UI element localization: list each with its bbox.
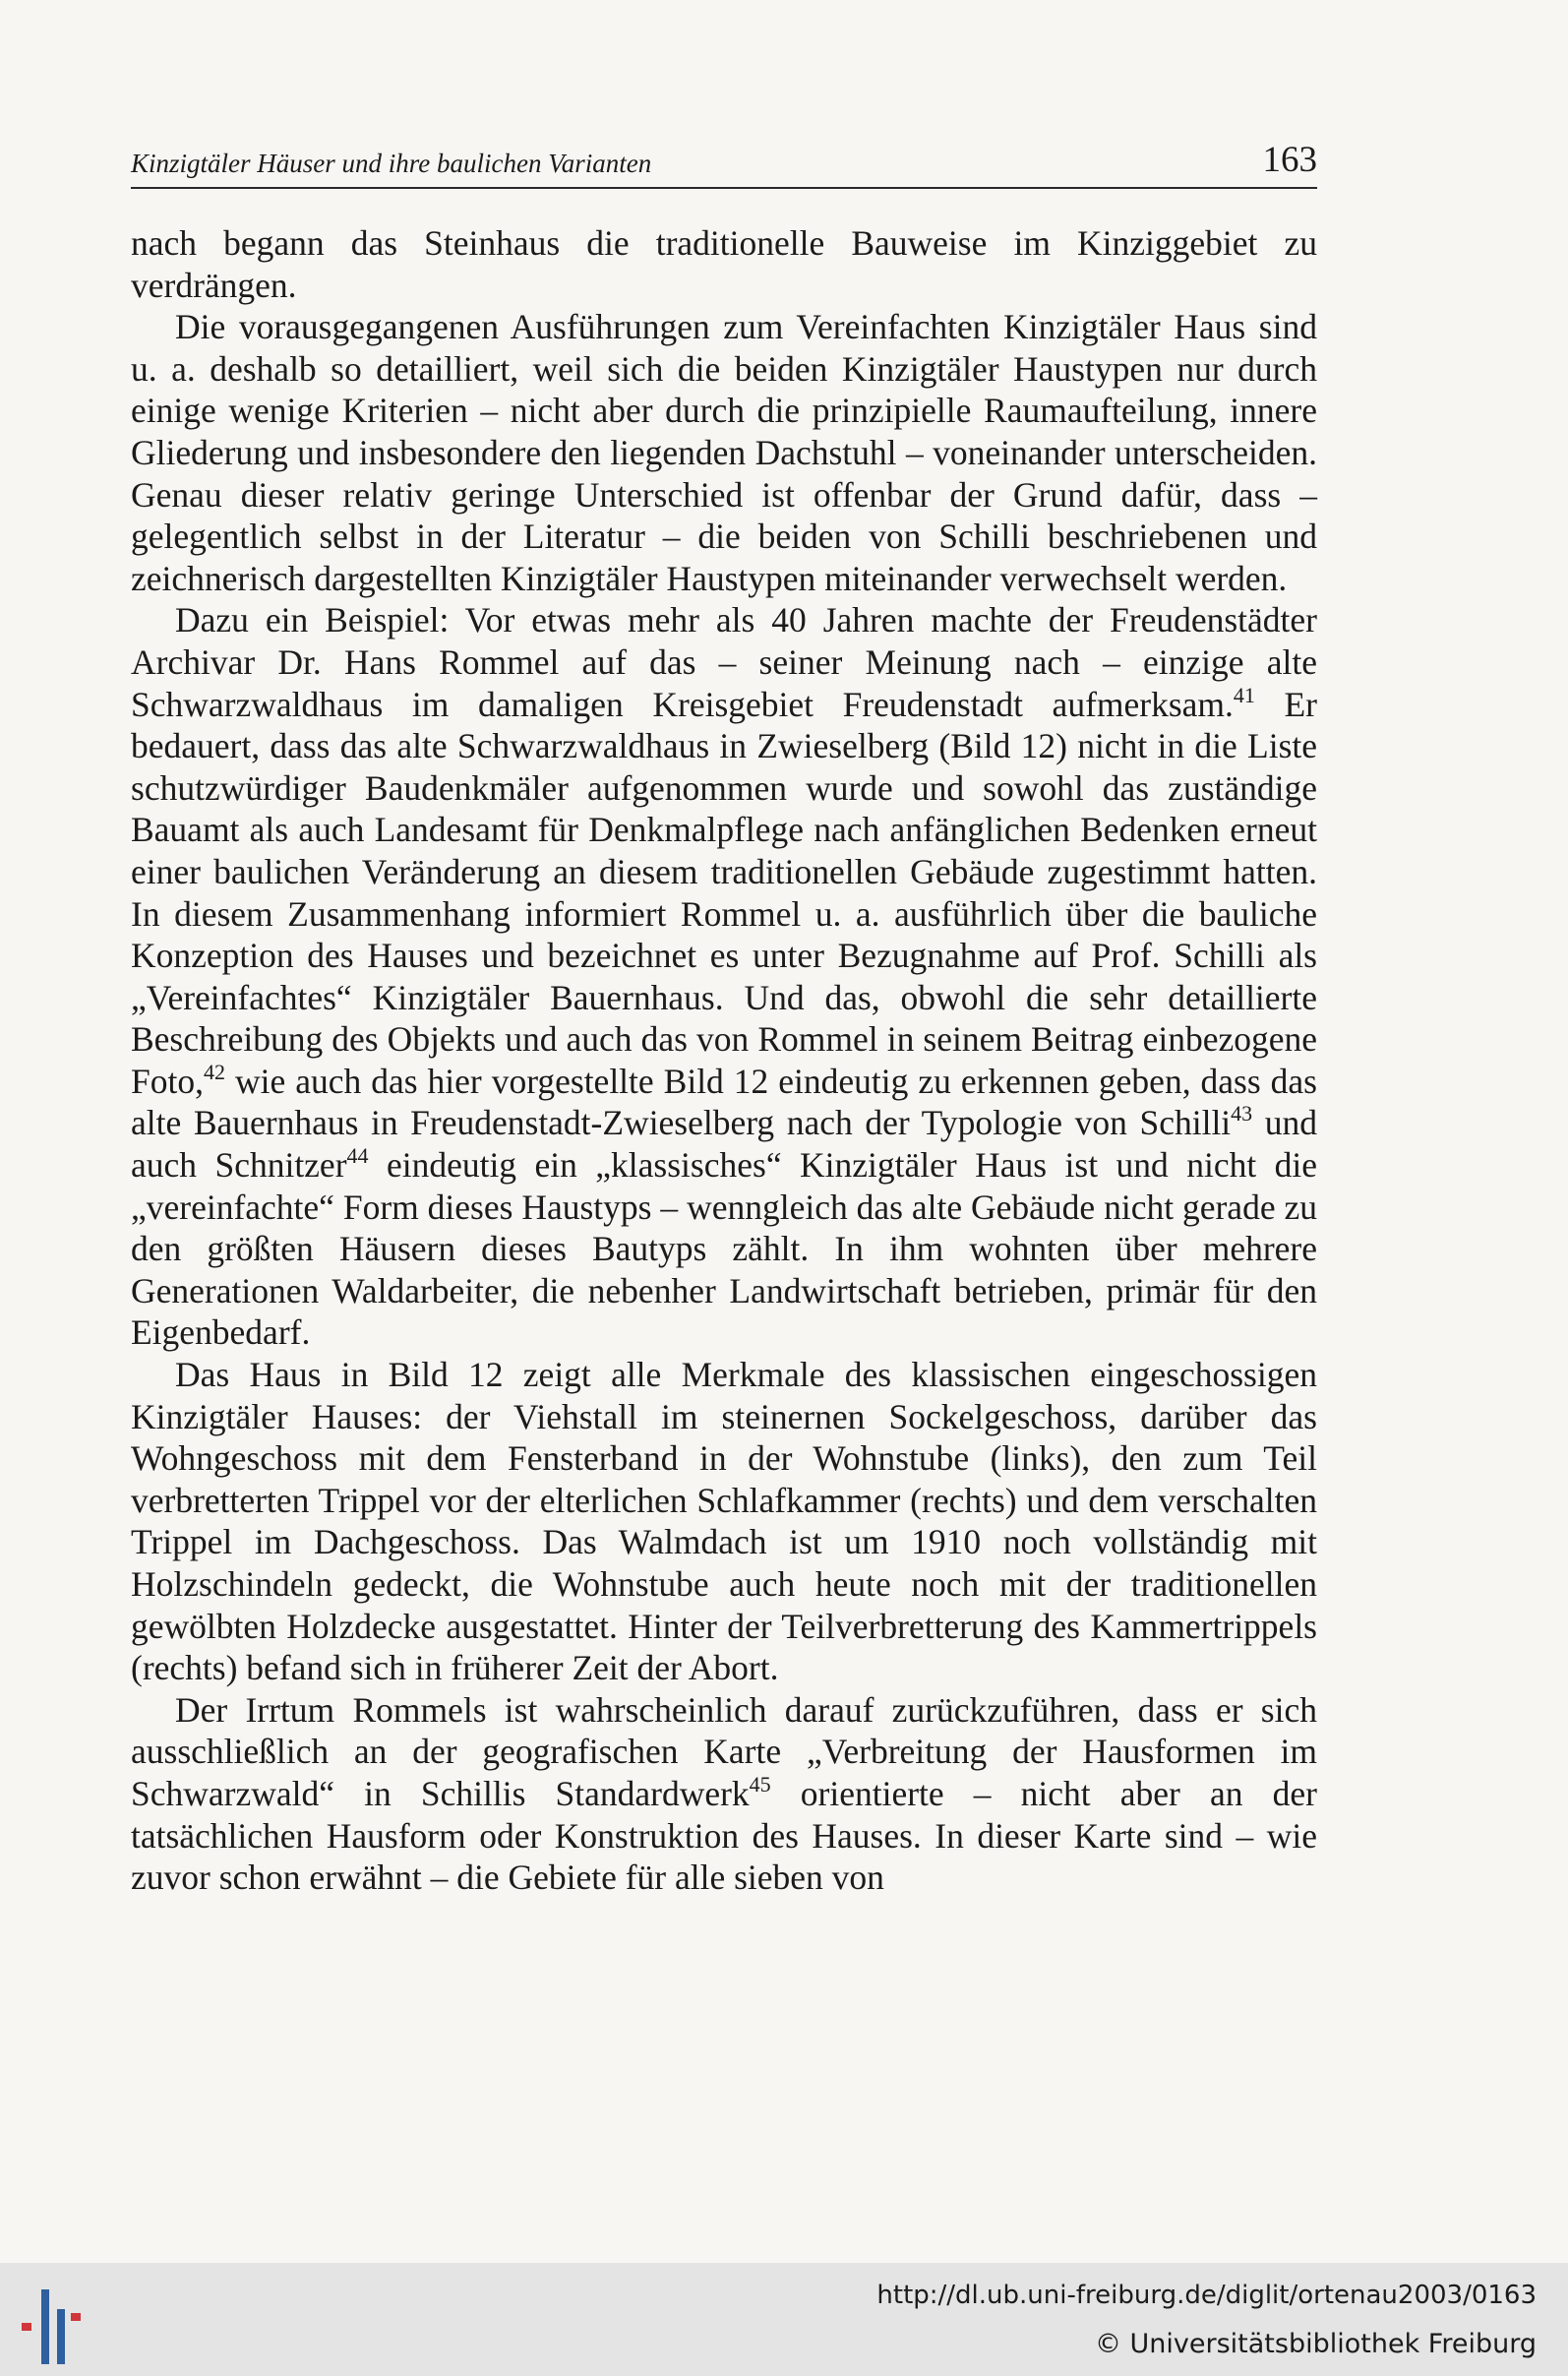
paragraph: nach begann das Steinhaus die traditionelle Bauweise im Kinziggebiet zu verdrängen. [131, 223, 1317, 305]
permalink-url[interactable]: http://dl.ub.uni-freiburg.de/diglit/ortenau2003/0163 [876, 2281, 1537, 2310]
text-run: orientierte – nicht aber an der tatsächlichen Hausform oder Konstruktion des Hauses. In dieser Karte sind – wie zuvor schon erwähnt – die Gebiete für alle sieben von [131, 1773, 1317, 1898]
page-header [131, 136, 1317, 189]
footnote-ref-45: 45 [749, 1771, 771, 1797]
paragraph [131, 599, 1317, 1354]
ub-freiburg-logo-icon [20, 2287, 98, 2366]
footnote-ref-43: 43 [1231, 1101, 1253, 1127]
paragraph [131, 1689, 1317, 1899]
text-run: eindeutig ein „klassisches“ Kinzigtäler Haus ist und nicht die „vereinfachte“ Form dieses Haustyps – wenngleich das alte Gebäude nicht gerade zu den größten Häusern dieses Bautyps zählt. In ihm wohnten über mehrere Generationen Waldarbeiter, die nebenher Landwirtschaft betrieben, primär für den Eigenbedarf. [131, 1145, 1317, 1353]
text-run: Dazu ein Beispiel: Vor etwas mehr als 40 Jahren machte der Freudenstädter Archivar Dr. Hans Rommel auf das – seiner Meinung nach – einzige alte Schwarzwaldhaus im damaligen Kreisgebiet Freudenstadt aufmerksam. [131, 600, 1317, 724]
page-number: 163 [1262, 140, 1317, 180]
paragraph: Das Haus in Bild 12 zeigt alle Merkmale des klassischen eingeschossigen Kinzigtäler Hauses: der Viehstall im steinernen Sockelgeschoss, darüber das Wohngeschoss mit dem Fensterband in der Wohnstube (links), den zum Teil verbretterten Trippel vor der elterlichen Schlafkammer (rechts) und dem verschalten Trippel im Dachgeschoss. Das Walmdach ist um 1910 noch vollständig mit Holzschindeln gedeckt, die Wohnstube auch heute noch mit der traditionellen gewölbten Holzdecke ausgestattet. Hinter der Teilverbretterung des Kammertrippels (rechts) befand sich in früherer Zeit der Abort. [131, 1355, 1317, 1688]
text-run: Er bedauert, dass das alte Schwarzwaldhaus in Zwieselberg (Bild 12) nicht in die Liste schutzwürdiger Baudenkmäler aufgenommen wurde und sowohl das zuständige Bauamt als auch Landesamt für Denkmalpflege nach anfänglichen Bedenken erneut einer baulichen Veränderung an diesem traditionellen Gebäude zugestimmt hatten. In diesem Zusammenhang informiert Rommel u. a. ausführlich über die bauliche Konzeption des Hauses und bezeichnet es unter Bezugnahme auf Prof. Schilli als „Vereinfachtes“ Kinzigtäler Bauernhaus. Und das, obwohl die sehr detaillierte Beschreibung des Objekts und auch das von Rommel in seinem Beitrag einbezogene Foto, [131, 684, 1317, 1101]
footnote-ref-42: 42 [203, 1059, 225, 1084]
body-text [131, 222, 1317, 1899]
text-run: Der Irrtum Rommels ist wahrscheinlich darauf zurückzuführen, dass er sich ausschließlich an der geografischen Karte „Verbreitung der Hausformen im Schwarzwald“ in Schillis Standardwerk [131, 1689, 1317, 1813]
paragraph: Die vorausgegangenen Ausführungen zum Vereinfachten Kinzigtäler Haus sind u. a. deshalb so detailliert, weil sich die beiden Kinzigtäler Haustypen nur durch einige wenige Kriterien – nicht aber durch die prinzipielle Raumaufteilung, innere Gliederung und insbesondere den liegenden Dachstuhl – voneinander unterscheiden. Genau dieser relativ geringe Unterschied ist offenbar der Grund dafür, dass – gelegentlich selbst in der Literatur – die beiden von Schilli beschriebenen und zeichnerisch dargestellten Kinzigtäler Haustypen miteinander verwechselt werden. [131, 307, 1317, 598]
copyright-text: © Universitätsbibliothek Freiburg [1094, 2329, 1537, 2359]
footnote-ref-44: 44 [346, 1143, 369, 1169]
footer-bar [0, 2263, 1568, 2376]
text-run: und auch Schnitzer [131, 1103, 1317, 1186]
running-title: Kinzigtäler Häuser und ihre baulichen Varianten [131, 149, 652, 178]
text-run: wie auch das hier vorgestellte Bild 12 eindeutig zu erkennen geben, dass das alte Bauernhaus in Freudenstadt-Zwieselberg nach der Typologie von Schilli [131, 1061, 1317, 1143]
footnote-ref-41: 41 [1233, 682, 1255, 707]
